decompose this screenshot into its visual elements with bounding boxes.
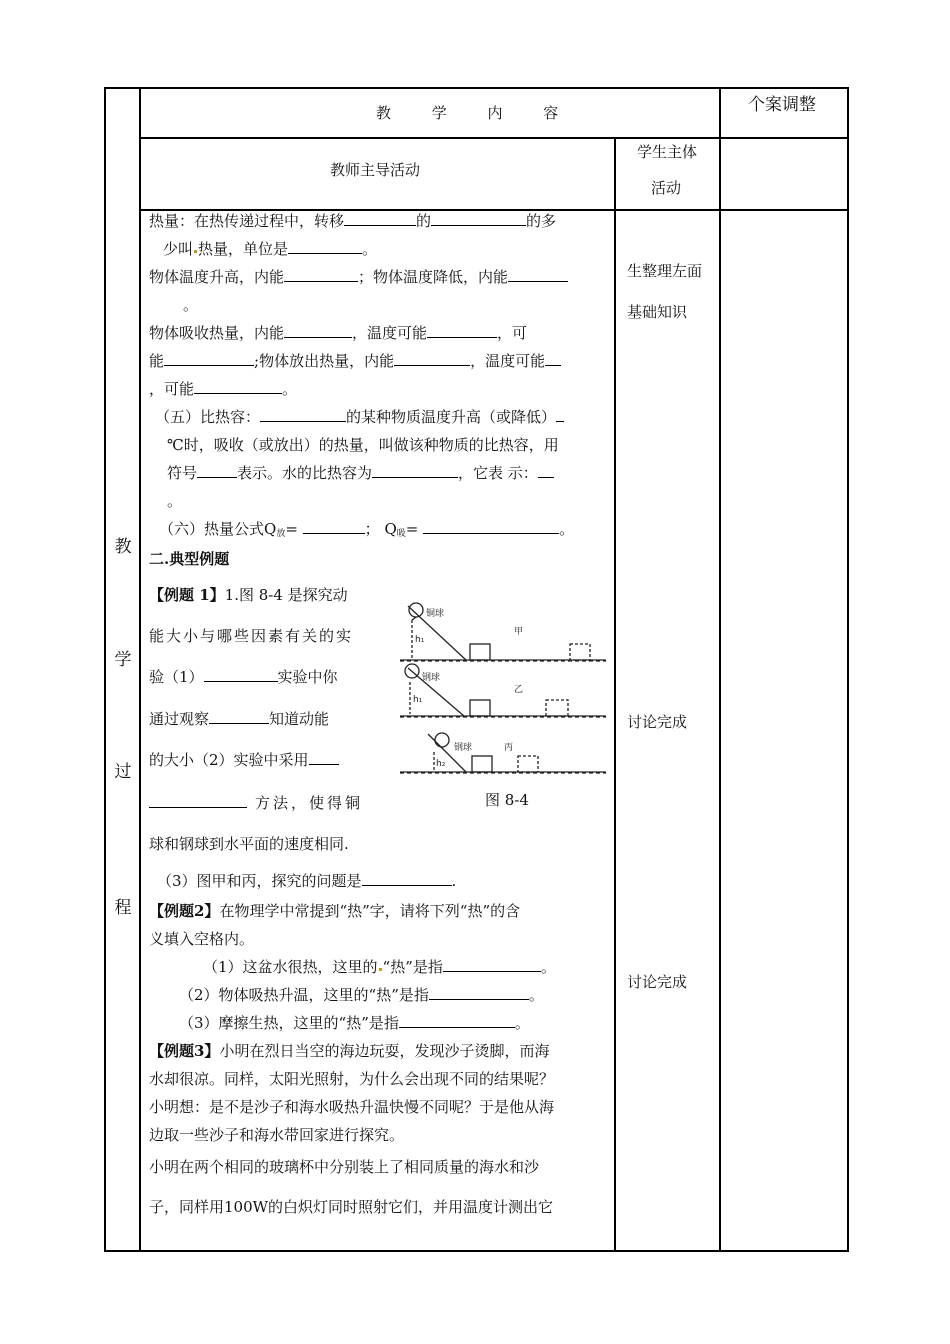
fill-blank[interactable] bbox=[431, 211, 526, 226]
example1-line: 能大小与哪些因素有关的实 bbox=[149, 627, 354, 645]
fill-blank[interactable] bbox=[288, 239, 362, 254]
student-note: 生整理左面 bbox=[627, 262, 703, 280]
text-line: 能 ;物体放出热量，内能 ，温度可能 bbox=[149, 350, 561, 372]
fig-label-steel2: 钢球 bbox=[454, 743, 473, 753]
text-line: ，可能 。 bbox=[149, 380, 298, 398]
table-border-top bbox=[104, 87, 849, 89]
student-note: 讨论完成 bbox=[627, 713, 688, 731]
side-label-char: 程 bbox=[114, 898, 132, 918]
fill-blank[interactable] bbox=[284, 323, 352, 338]
example1-line: 方法，使得铜 bbox=[149, 792, 363, 814]
example2-line: 【例题2】在物理学中常提到“热”字，请将下列“热”的含 bbox=[149, 902, 521, 920]
side-label-char: 教 bbox=[114, 537, 132, 557]
teacher-activity-header: 教师主导活动 bbox=[330, 161, 421, 179]
fill-blank[interactable] bbox=[284, 267, 358, 282]
student-note: 基础知识 bbox=[627, 303, 688, 321]
text-line: 。 bbox=[167, 492, 183, 510]
example3-line: 水却很凉。同样，太阳光照射，为什么会出现不同的结果呢？ bbox=[149, 1070, 555, 1088]
fill-blank[interactable] bbox=[303, 519, 365, 534]
fill-blank[interactable] bbox=[204, 667, 278, 682]
text-line: 。 bbox=[183, 296, 199, 314]
fill-blank[interactable] bbox=[538, 463, 554, 478]
formula-line: （六）热量公式$Q_放=$ ； $Q_吸=$ 。 bbox=[159, 520, 575, 539]
example2-line: （1）这盆水很热，这里的 “热”是指 。 bbox=[203, 958, 556, 976]
student-activity-header-line1: 学生主体 bbox=[637, 143, 698, 161]
fill-blank[interactable] bbox=[372, 463, 458, 478]
content-header: 教 学 内 容 bbox=[376, 104, 577, 122]
table-divider-adjust bbox=[719, 87, 721, 1252]
example1-line: 验（1） 实验中你 bbox=[149, 668, 338, 686]
fill-blank[interactable] bbox=[443, 957, 541, 972]
fig-label-h1b: h₁ bbox=[413, 695, 423, 705]
example1-line: 的大小（2）实验中采用 bbox=[149, 749, 339, 771]
section-heading: 二.典型例题 bbox=[149, 550, 230, 568]
fill-blank[interactable] bbox=[149, 793, 247, 808]
figure-caption: 图 8-4 bbox=[485, 791, 529, 809]
fig-label-steel1: 钢球 bbox=[422, 673, 441, 683]
table-border-bottom bbox=[104, 1250, 849, 1252]
example3-line: 【例题3】小明在烈日当空的海边玩耍，发现沙子烫脚，而海 bbox=[149, 1042, 550, 1060]
fill-blank[interactable] bbox=[362, 871, 452, 886]
example3-line: 小明想：是不是沙子和海水吸热升温快慢不同呢？于是他从海 bbox=[149, 1098, 555, 1116]
example1-line: 【例题 1】1.图 8-4 是探究动 bbox=[149, 586, 348, 604]
fill-blank[interactable] bbox=[164, 351, 254, 366]
mark-dot bbox=[379, 968, 382, 971]
text-line: ℃时，吸收（或放出）的热量，叫做该种物质的比热容，用 bbox=[167, 436, 559, 454]
fig-label-yi: 乙 bbox=[514, 685, 524, 695]
example2-line: （2）物体吸热升温，这里的“热”是指 。 bbox=[179, 986, 544, 1004]
fill-blank[interactable] bbox=[260, 407, 346, 422]
fill-blank[interactable] bbox=[394, 351, 470, 366]
table-header-row-line bbox=[139, 137, 849, 139]
side-label-char: 过 bbox=[114, 762, 132, 782]
example3-line: 小明在两个相同的玻璃杯中分别装上了相同质量的海水和沙 bbox=[149, 1158, 540, 1176]
table-divider-student bbox=[614, 137, 616, 1252]
fill-blank[interactable] bbox=[209, 709, 269, 724]
fill-blank[interactable] bbox=[423, 519, 559, 534]
example1-line: 球和钢球到水平面的速度相同. bbox=[149, 835, 349, 853]
fill-blank[interactable] bbox=[545, 351, 561, 366]
example1-line: 通过观察 知道动能 bbox=[149, 710, 330, 728]
table-border-right bbox=[847, 87, 849, 1252]
adjust-header: 个案调整 bbox=[748, 95, 816, 115]
text-line: 少叫 热量，单位是 。 bbox=[163, 240, 378, 258]
fig-label-h1a: h₁ bbox=[415, 635, 425, 645]
fill-blank[interactable] bbox=[344, 211, 416, 226]
fill-blank[interactable] bbox=[429, 985, 529, 1000]
text-line: 符号 表示。水的比热容为 ，它表 示： bbox=[167, 462, 554, 484]
fill-blank[interactable] bbox=[556, 407, 564, 422]
figure-8-4 bbox=[398, 590, 608, 790]
table-border-left bbox=[104, 87, 106, 1252]
example3-line: 子，同样用100W的白炽灯同时照射它们，并用温度计测出它 bbox=[149, 1198, 554, 1216]
text-line: 热量：在热传递过程中，转移 的 的多 bbox=[149, 212, 557, 230]
example2-line: （3）摩擦生热，这里的“热”是指 。 bbox=[179, 1014, 530, 1032]
student-note: 讨论完成 bbox=[627, 973, 688, 991]
fill-blank[interactable] bbox=[399, 1013, 515, 1028]
fill-blank[interactable] bbox=[508, 267, 568, 282]
fill-blank[interactable] bbox=[427, 323, 497, 338]
example2-line: 义填入空格内。 bbox=[149, 930, 255, 948]
mark-dot bbox=[194, 250, 197, 253]
student-activity-header-line2: 活动 bbox=[651, 179, 682, 197]
text-line: 物体吸收热量，内能 ，温度可能 ，可 bbox=[149, 324, 528, 342]
table-divider-side bbox=[139, 87, 141, 1252]
text-line: （五）比热容： 的某种物质温度升高（或降低） bbox=[155, 406, 564, 428]
example3-line: 边取一些沙子和海水带回家进行探究。 bbox=[149, 1126, 405, 1144]
side-label-char: 学 bbox=[114, 650, 132, 670]
fig-label-h2: h₂ bbox=[436, 759, 446, 769]
fig-label-bing: 丙 bbox=[504, 743, 514, 753]
fig-label-copper: 铜球 bbox=[426, 609, 445, 619]
fig-label-jia: 甲 bbox=[514, 627, 524, 637]
fill-blank[interactable] bbox=[197, 463, 237, 478]
fill-blank[interactable] bbox=[309, 750, 339, 765]
text-line: 物体温度升高，内能 ；物体温度降低，内能 bbox=[149, 266, 568, 288]
fill-blank[interactable] bbox=[194, 379, 282, 394]
example1-line: （3）图甲和丙，探究的问题是 . bbox=[157, 872, 457, 890]
